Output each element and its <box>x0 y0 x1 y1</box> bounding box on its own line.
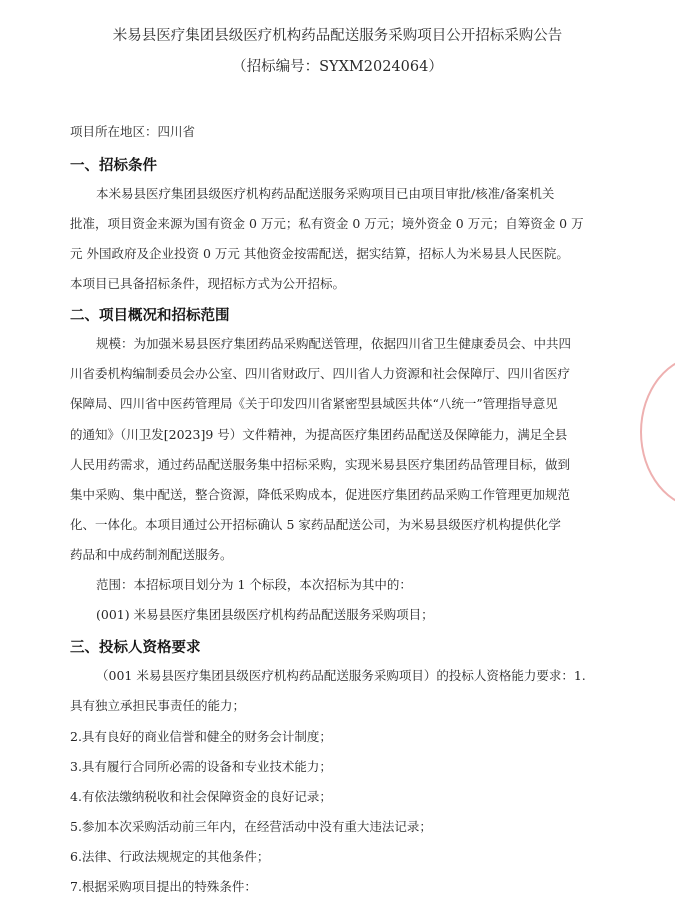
section2-line-2: 川省委机构编制委员会办公室、四川省财政厅、四川省人力资源和社会保障厅、四川省医疗 <box>70 366 571 381</box>
requirement-item-5: 5.参加本次采购活动前三年内，在经营活动中没有重大违法记录； <box>70 819 432 834</box>
section1-line-3: 元 外国政府及企业投资 0 万元 其他资金按需配送，据实结算，招标人为米易县人民医院。 <box>70 246 569 261</box>
section2-line-4: 的通知》（川卫发[2023]9 号）文件精神，为提高医疗集团药品配送及保障能力，满足全县 <box>70 427 568 442</box>
seal-stamp <box>640 355 675 509</box>
section1-line-4: 本项目已具备招标条件，现招标方式为公开招标。 <box>70 276 346 291</box>
section3-line-2: 具有独立承担民事责任的能力； <box>70 698 246 713</box>
section2-line-7: 化、一体化。本项目通过公开招标确认 5 家药品配送公司，为米易县级医疗机构提供化学 <box>70 517 561 532</box>
section1-line-2: 批准，项目资金来源为国有资金 0 万元；私有资金 0 万元；境外资金 0 万元；自筹资金 0 万 <box>70 216 584 231</box>
requirement-item-7: 7.根据采购项目提出的特殊条件： <box>70 879 257 894</box>
requirement-item-3: 3.具有履行合同所必需的设备和专业技术能力； <box>70 759 332 774</box>
section3-line-1: （001 米易县医疗集团县级医疗机构药品配送服务采购项目）的投标人资格能力要求：1. <box>96 668 586 683</box>
document-title: 米易县医疗集团县级医疗机构药品配送服务采购项目公开招标采购公告 <box>112 28 563 44</box>
section2-line-1: 规模：为加强米易县医疗集团药品采购配送管理，依据四川省卫生健康委员会、中共四 <box>96 336 572 351</box>
section2-line-5: 人民用药需求，通过药品配送服务集中招标采购，实现米易县医疗集团药品管理目标，做到 <box>70 457 571 472</box>
project-location: 项目所在地区：四川省 <box>70 124 196 139</box>
section2-line-6: 集中采购、集中配送，整合资源，降低采购成本，促进医疗集团药品采购工作管理更加规范 <box>70 487 571 502</box>
bid-number: （招标编号：SYXM2024064） <box>232 59 443 75</box>
section2-line-3: 保障局、四川省中医药管理局《关于印发四川省紧密型县域医共体“八统一”管理指导意见 <box>70 396 558 411</box>
section2-scope: 范围：本招标项目划分为 1 个标段，本次招标为其中的： <box>96 577 412 592</box>
requirement-item-6: 6.法律、行政法规规定的其他条件； <box>70 849 270 864</box>
section3-heading: 三、投标人资格要求 <box>70 640 201 656</box>
section2-scope-item: (001) 米易县医疗集团县级医疗机构药品配送服务采购项目； <box>96 607 434 622</box>
section1-heading: 一、招标条件 <box>70 158 157 174</box>
requirement-item-2: 2.具有良好的商业信誉和健全的财务会计制度； <box>70 729 332 744</box>
section2-heading: 二、项目概况和招标范围 <box>70 308 230 324</box>
section2-line-8: 药品和中成药制剂配送服务。 <box>70 547 233 562</box>
requirement-item-4: 4.有依法缴纳税收和社会保障资金的良好记录； <box>70 789 332 804</box>
section1-line-1: 本米易县医疗集团县级医疗机构药品配送服务采购项目已由项目审批/核准/备案机关 <box>96 186 555 201</box>
